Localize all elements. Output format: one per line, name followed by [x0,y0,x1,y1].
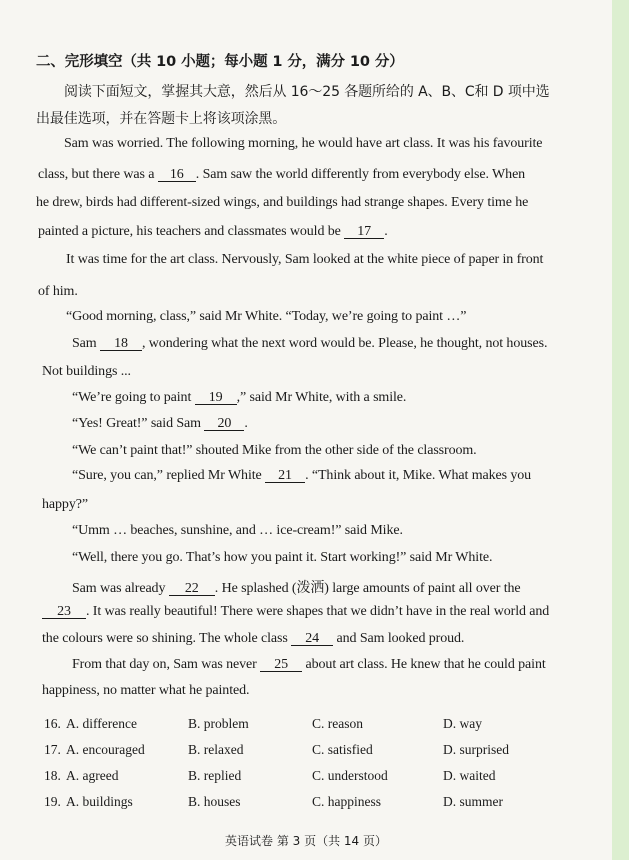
question-number: 19. [44,794,61,809]
text-span: . [384,224,388,239]
text-span: ,” said Mr White, with a smile. [236,390,407,405]
question-number: 18. [44,768,61,783]
text-span: painted a picture, his teachers and classmates would be [38,224,345,239]
passage-line: “Good morning, class,” said Mr White. “Today, we’re going to paint …” [66,309,467,324]
blank-25: 25 [260,658,302,672]
blank-24: 24 [291,632,333,646]
passage-line [38,167,525,183]
passage-line [72,468,531,484]
text-span: the colours were so shining. The whole class [42,631,292,646]
passage-line [72,657,546,673]
text-span: class, but there was a [38,167,158,182]
passage-line: “We can’t paint that!” shouted Mike from the other side of the classroom. [72,443,477,458]
passage-line: happiness, no matter what he painted. [42,683,250,698]
option-c: C. satisfied [312,742,373,757]
text-span: “Yes! Great!” said Sam [72,416,205,431]
question-number: 17. [44,742,61,757]
option-b: B. problem [188,716,249,731]
option-c: C. happiness [312,794,381,809]
blank-18: 18 [100,337,142,351]
passage-line [72,416,248,432]
option-c: C. reason [312,716,363,731]
passage-line: of him. [38,284,78,299]
option-a: A. difference [66,716,137,731]
option-a: A. encouraged [66,742,145,757]
question-number: 16. [44,716,61,731]
text-span: . [244,416,248,431]
blank-17: 17 [344,225,384,239]
text-span: . “Think about it, Mike. What makes you [305,468,532,483]
blank-22: 22 [169,582,215,596]
blank-20: 20 [204,417,244,431]
passage-line: It was time for the art class. Nervously, Sam looked at the white piece of paper in front [66,252,544,267]
text-span: From that day on, Sam was never [72,657,261,672]
option-b: B. relaxed [188,742,244,757]
option-d: D. surprised [443,742,509,757]
passage-line [42,604,549,620]
passage-line [38,224,388,240]
blank-21: 21 [265,469,305,483]
option-d: D. waited [443,768,496,783]
text-span: Sam [72,336,100,351]
passage-line [72,336,547,352]
passage-line: Not buildings ... [42,364,131,379]
blank-23: 23 [42,605,86,619]
passage-line: “Well, there you go. That’s how you paint it. Start working!” said Mr White. [72,550,493,565]
passage-line [72,577,521,597]
option-d: D. summer [443,794,503,809]
text-span: . He splashed (泼洒) large amounts of paint all over the [214,581,521,596]
text-span: “We’re going to paint [72,390,195,405]
section-title: 二、完形填空（共 10 小题；每小题 1 分，满分 10 分） [36,54,404,70]
option-a: A. buildings [66,794,133,809]
passage-line [72,390,406,406]
text-span: and Sam looked proud. [333,631,465,646]
passage-line: he drew, birds had different-sized wings, and buildings had strange shapes. Every time he [36,195,529,210]
text-span: about art class. He knew that he could paint [302,657,546,672]
passage-line: “Umm … beaches, sunshine, and … ice-cream!” said Mike. [72,523,403,538]
text-span: , wondering what the next word would be. Please, he thought, not houses. [142,336,548,351]
option-b: B. houses [188,794,241,809]
option-c: C. understood [312,768,388,783]
text-span: Sam was already [72,581,169,596]
passage-line: Sam was worried. The following morning, he would have art class. It was his favourite [64,136,543,151]
text-span: . It was really beautiful! There were shapes that we didn’t have in the real world and [86,604,550,619]
passage-line [42,631,464,647]
instruction-line-1: 阅读下面短文，掌握其大意，然后从 16～25 各题所给的 A、B、C和 D 项中选 [64,84,550,100]
option-d: D. way [443,716,482,731]
page-footer: 英语试卷 第 3 页（共 14 页） [225,834,387,848]
passage-line: happy?” [42,497,88,512]
instruction-line-2: 出最佳选项，并在答题卡上将该项涂黑。 [36,111,287,127]
option-b: B. replied [188,768,242,783]
text-span: . Sam saw the world differently from everybody else. When [195,167,526,182]
side-margin-bar [612,0,629,860]
text-span: “Sure, you can,” replied Mr White [72,468,266,483]
option-a: A. agreed [66,768,119,783]
blank-19: 19 [195,391,237,405]
blank-16: 16 [158,168,196,182]
